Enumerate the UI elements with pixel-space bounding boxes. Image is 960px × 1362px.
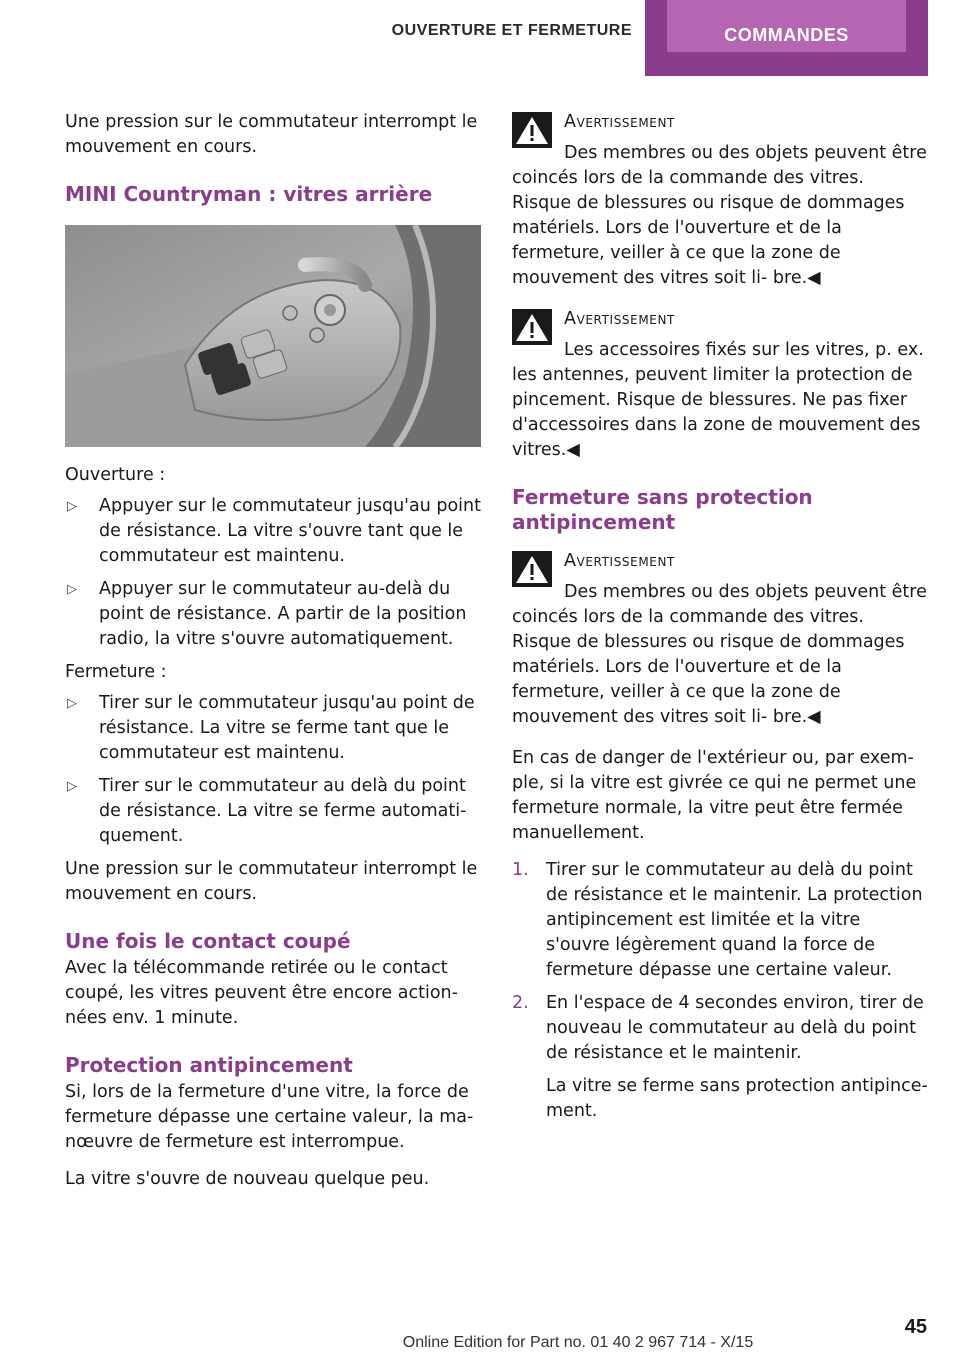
header-tab-label: COMMANDES (667, 0, 906, 52)
warning-box (512, 549, 928, 730)
triangle-right-icon: ▷ (67, 696, 77, 711)
anti-pinch-paragraph-2: La vitre s'ouvre de nouveau quelque peu. (65, 1169, 430, 1189)
heading-closing-without-protection: Fermeture sans protection antipincement (512, 485, 813, 534)
closing-list (65, 691, 481, 849)
window-switch-photo (65, 225, 481, 447)
header-tab (645, 0, 928, 76)
list-item (65, 774, 481, 849)
left-column (65, 110, 481, 1204)
list-item-text: Tirer sur le commutateur au delà du point de résistance. La vitre se ferme automati‐ quement. (99, 776, 467, 846)
warning-title: Avertissement (564, 309, 675, 329)
warning-triangle-icon (512, 112, 552, 148)
warning-text: Des membres ou des objets peuvent être coincés lors de la commande des vitres. Risque de blessures ou risque de dommages matériels. Lors de l'ouverture et de la fermeture, veiller à ce que la zone de mouvement des vitres soit li‐ bre.◀ (512, 143, 927, 288)
heading-rear-windows: MINI Countryman : vitres arrière (65, 182, 433, 206)
step-text: Tirer sur le commutateur au delà du point de résistance et le maintenir. La protection antipincement est limitée et la vitre s'ouvre légèrement quand la force de fermeture dépasse une certaine valeur. (546, 860, 923, 980)
warning-triangle-icon (512, 309, 552, 345)
opening-label: Ouverture : (65, 465, 166, 485)
step-text: En l'espace de 4 secondes environ, tirer de nouveau le commutateur au delà du point de résistance et le maintenir. (546, 993, 924, 1063)
after-closing-paragraph: Une pression sur le commutateur interrompt le mouvement en cours. (65, 859, 478, 904)
warning-text: Les accessoires fixés sur les vitres, p. ex. les antennes, peuvent limiter la protection de pincement. Risque de blessures. Ne pas fixer d'accessoires dans la zone de mouvement des vitres.◀ (512, 340, 924, 460)
warning-box (512, 307, 928, 463)
warning-title: Avertissement (564, 551, 675, 571)
triangle-right-icon: ▷ (67, 582, 77, 597)
danger-paragraph: En cas de danger de l'extérieur ou, par exem‐ ple, si la vitre est givrée ce qui ne permet une fermeture normale, la vitre peut être fermée manuellement. (512, 748, 917, 843)
warning-box (512, 110, 928, 291)
steps-list (512, 858, 928, 1124)
warning-text: Des membres ou des objets peuvent être coincés lors de la commande des vitres. Risque de blessures ou risque de dommages matériels. Lors de l'ouverture et de la fermeture, veiller à ce que la zone de mouvement des vitres soit li‐ bre.◀ (512, 582, 927, 727)
step-number: 2. (512, 993, 529, 1013)
anti-pinch-paragraph: Si, lors de la fermeture d'une vitre, la force de fermeture dépasse une certaine valeur, la ma‐ nœuvre de fermeture est interrompue. (65, 1082, 474, 1152)
opening-list (65, 494, 481, 652)
right-column (512, 110, 928, 1132)
list-item (65, 577, 481, 652)
step-sub-text: La vitre se ferme sans protection antipince‐ ment. (546, 1076, 928, 1121)
warning-triangle-icon (512, 551, 552, 587)
list-item (512, 858, 928, 983)
warning-title: Avertissement (564, 112, 675, 132)
list-item (512, 991, 928, 1124)
contact-paragraph: Avec la télécommande retirée ou le contact coupé, les vitres peuvent être encore action‐ nées env. 1 minute. (65, 958, 458, 1028)
heading-anti-pinch: Protection antipincement (65, 1053, 353, 1077)
list-item (65, 691, 481, 766)
list-item-text: Appuyer sur le commutateur jusqu'au point de résistance. La vitre s'ouvre tant que le commutateur est maintenu. (99, 496, 481, 566)
heading-contact-off: Une fois le contact coupé (65, 929, 351, 953)
triangle-right-icon: ▷ (67, 779, 77, 794)
page-number: 45 (904, 1316, 927, 1338)
triangle-right-icon: ▷ (67, 499, 77, 514)
list-item-text: Tirer sur le commutateur jusqu'au point de résistance. La vitre se ferme tant que le commutateur est maintenu. (99, 693, 475, 763)
list-item (65, 494, 481, 569)
step-number: 1. (512, 860, 529, 880)
header-section-title: OUVERTURE ET FERMETURE (391, 22, 632, 39)
closing-label: Fermeture : (65, 662, 167, 682)
list-item-text: Appuyer sur le commutateur au-delà du point de résistance. A partir de la position radio, la vitre s'ouvre automatiquement. (99, 579, 467, 649)
intro-paragraph: Une pression sur le commutateur interrompt le mouvement en cours. (65, 112, 478, 157)
footer-edition: Online Edition for Part no. 01 40 2 967 714 - X/15 (402, 1334, 754, 1351)
